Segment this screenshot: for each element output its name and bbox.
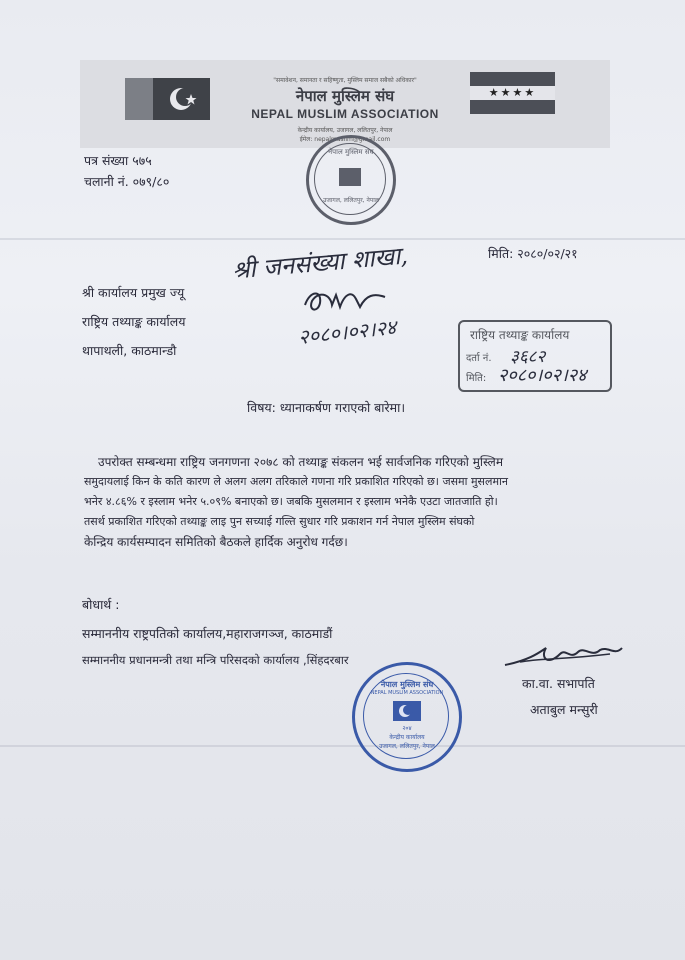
paper-fold: [0, 745, 685, 747]
signatory-title: का.वा. सभापति: [522, 676, 595, 691]
body-line-3: भनेर ४.८६% र इस्लाम भनेर ५.०९% बनाएको छ। जबकि मुसलमान र इस्लाम भनेकै एउटा जातजाति हो।: [84, 495, 498, 508]
signature: [500, 640, 630, 675]
flag-icon: [339, 168, 361, 186]
received-date: २०८०।०२।२४: [498, 365, 587, 386]
org-name-np: नेपाल मुस्लिम संघ: [295, 87, 395, 105]
received-stamp: [458, 320, 612, 392]
address: केन्द्रीय कार्यालय, उजागल, ललितपुर, नेपाल: [297, 127, 393, 134]
stars-icon: ★★★★: [470, 86, 555, 100]
seal-stamp-top: [306, 135, 396, 225]
seal-title: नेपाल मुस्लिम संघ: [380, 680, 434, 689]
seal-place: उजागल, ललितपुर, नेपाल: [323, 197, 379, 204]
email: ईमेल: nepalmuslim@gmail.com: [299, 136, 391, 143]
recipient-line-2: राष्ट्रिय तथ्याङ्क कार्यालय: [82, 314, 186, 329]
registration-label: दर्ता नं.: [466, 353, 492, 364]
cc-item-2: सम्माननीय प्रधानमन्त्री तथा मन्त्रि परिसदको कार्यालय ,सिंहदरबार: [82, 653, 349, 667]
seal-english: NEPAL MUSLIM ASSOCIATION: [370, 690, 444, 696]
body-line-2: समुदायलाई किन के कति कारण ले अलग अलग तरिकाले गणना गरि प्रकाशित गरिएको छ। जसमा मुसलमान: [84, 475, 508, 488]
handwritten-note: श्री जनसंख्या शाखा,: [231, 241, 409, 285]
body-line-5: केन्द्रिय कार्यसम्पादन समितिको बैठकले हार्दिक अनुरोध गर्दछ।: [84, 535, 348, 549]
letter-date: मिति: २०८०/०२/२१: [488, 246, 578, 261]
crescent-star-icon: [161, 84, 201, 114]
registration-number: ३६८२: [510, 347, 546, 367]
seal-bottom: केन्द्रीय कार्यालय: [389, 734, 425, 741]
seal-year: २०४: [402, 725, 412, 732]
cc-item-1: सम्माननीय राष्ट्रपतिको कार्यालय,महाराजगञ्ज, काठमाडौं: [82, 626, 333, 641]
letter-number: पत्र संख्या ५७५: [84, 153, 152, 168]
body-line-1: उपरोक्त सम्बन्धमा राष्ट्रिय जनगणना २०७८ को तथ्याङ्क संकलन भई सार्वजनिक गरिएको मुस्लिम: [98, 455, 503, 469]
subject: विषय: ध्यानाकर्षण गराएको बारेमा।: [247, 400, 406, 415]
signatory-name: अताबुल मन्सुरी: [530, 702, 598, 717]
org-name-en: NEPAL MUSLIM ASSOCIATION: [251, 107, 439, 121]
paper-fold: [0, 238, 685, 240]
seal-place: उजागल, ललितपुर, नेपाल: [379, 743, 435, 750]
dispatch-number: चलानी नं. ०७९/८०: [84, 174, 170, 189]
seal-text: नेपाल मुस्लिम संघ: [328, 148, 374, 156]
handwritten-date: २०८०।०२।२४: [297, 314, 398, 350]
flag-icon: [393, 701, 421, 721]
flag-right: [470, 72, 555, 120]
motto: "समावेशन, समानता र सहिष्णुता, मुस्लिम समाज सबैको अधिकार": [273, 77, 417, 84]
seal-stamp-blue: [352, 662, 462, 772]
cc-label: बोधार्थ :: [82, 597, 120, 612]
recipient-line-1: श्री कार्यालय प्रमुख ज्यू: [82, 285, 185, 300]
flag-left: [125, 78, 210, 120]
received-stamp-title: राष्ट्रिय तथ्याङ्क कार्यालय: [470, 328, 570, 342]
body-line-4: तसर्थ प्रकाशित गरिएको तथ्याङ्क लाइ पुन सच्याई गल्ति सुधार गरि प्रकाशन गर्न नेपाल मुस्लिम संघको: [84, 515, 475, 528]
recipient-line-3: थापाथली, काठमान्डौ: [82, 343, 177, 358]
received-date-label: मिति:: [466, 373, 487, 384]
